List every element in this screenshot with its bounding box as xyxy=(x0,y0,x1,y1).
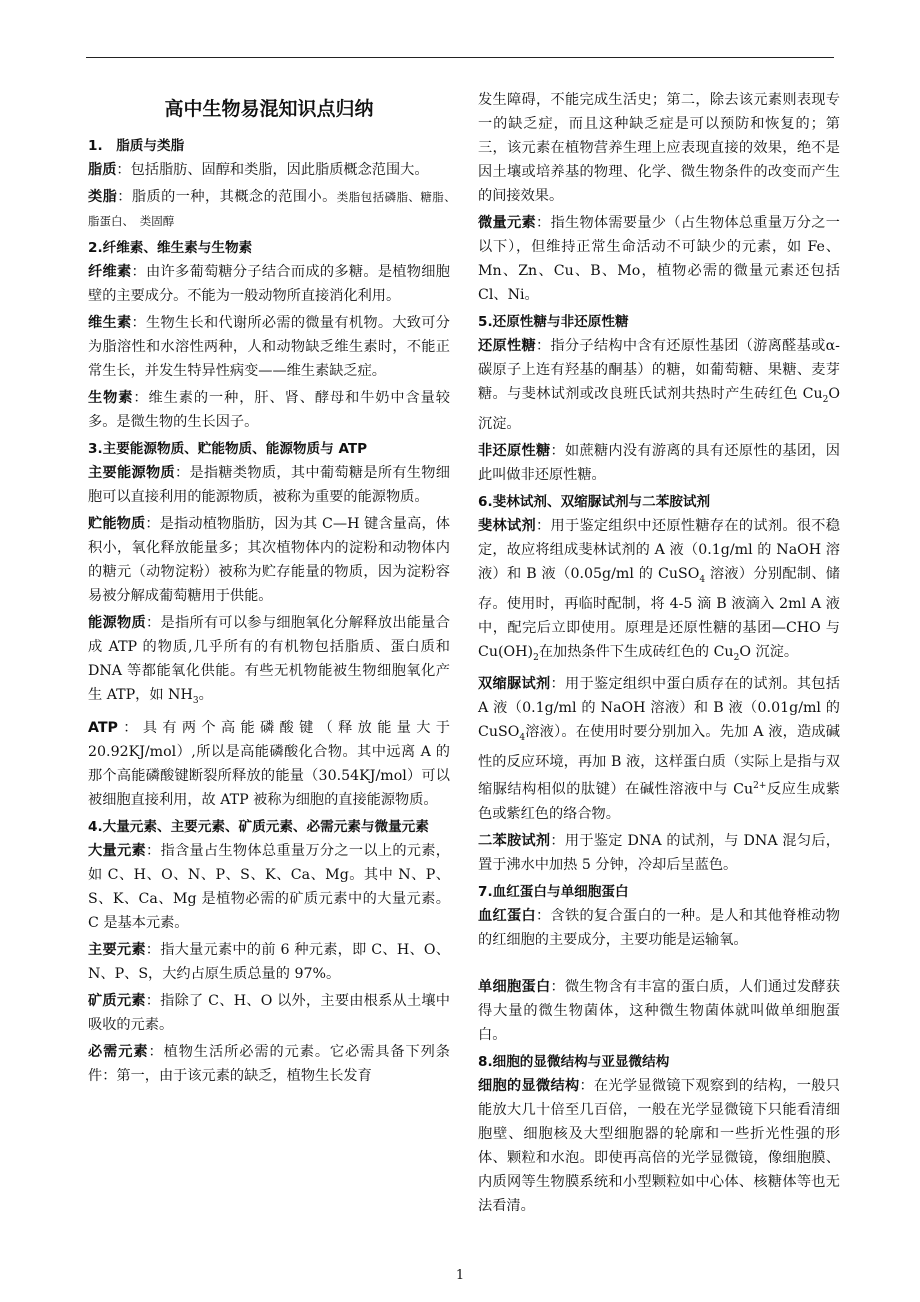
term: 二苯胺试剂 xyxy=(478,833,551,850)
paragraph: 主要能源物质：是指糖类物质，其中葡萄糖是所有生物细胞可以直接利用的能源物质，被称为重要的能源物质。 xyxy=(88,465,450,505)
term: 还原性糖 xyxy=(478,338,536,354)
term: 贮能物质 xyxy=(88,516,146,532)
term: 类脂 xyxy=(88,189,118,205)
paragraph: 矿质元素：指除了 C、H、O 以外，主要由根系从土壤中吸收的元素。 xyxy=(88,992,450,1033)
left-column xyxy=(88,94,462,1091)
term: 脂质 xyxy=(88,162,117,178)
paragraph: 斐林试剂：用于鉴定组织中还原性糖存在的试剂。很不稳定，故应将组成斐林试剂的 A 液（0.1g/ml 的 NaOH 溶液）和 B 液（0.05g/ml 的 CuSO$_4$ 溶液）分别配制、储存。使用时，再临时配制，将 4-5 滴 B 液滴入 2ml A 液中，配完后立即使用。原理是还原性糖的基团—CHO 与 $Cu(OH)_2$在加热条件下生成砖红色的 $Cu_2O$ 沉淀。 xyxy=(478,517,840,663)
term: 必需元素 xyxy=(88,1043,149,1060)
section-heading-4: 4.大量元素、主要元素、矿质元素、必需元素与微量元素 xyxy=(88,818,429,835)
term: 纤维素 xyxy=(88,264,132,280)
paragraph: 非还原性糖：如蔗糖内没有游离的具有还原性的基团，因此叫做非还原性糖。 xyxy=(478,442,840,483)
term: ATP xyxy=(88,719,118,736)
paragraph: 脂质：包括脂肪、固醇和类脂，因此脂质概念范围大。 xyxy=(88,162,429,178)
section-heading-5: 5.还原性糖与非还原性糖 xyxy=(478,314,629,330)
section-heading-3: 3.主要能源物质、贮能物质、能源物质与 ATP xyxy=(88,441,368,457)
paragraph: 必需元素：植物生活所必需的元素。它必需具备下列条件：第一，由于该元素的缺乏，植物生长发育 xyxy=(88,1043,450,1084)
page-number: 1 xyxy=(455,1268,465,1283)
paragraph: 生物素：维生素的一种，肝、肾、酵母和牛奶中含量较多。是微生物的生长因子。 xyxy=(88,390,450,430)
paragraph: 双缩脲试剂：用于鉴定组织中蛋白质存在的试剂。其包括 A 液（0.1g/ml 的 NaOH 溶液）和 B 液（0.01g/ml 的 CuSO$_4$溶液）。在使用时要分别加入。先加 A 液，造成碱性的反应环境，再加 B 液，这样蛋白质（实际上是指与双缩脲结构相似的肽键）在碱性溶液中与 $Cu^{2+}$反应生成紫色或紫红色的络合物。 xyxy=(478,676,840,823)
term: 斐林试剂 xyxy=(478,517,536,534)
term: 大量元素 xyxy=(88,842,146,859)
right-column xyxy=(478,88,840,1221)
term: 血红蛋白 xyxy=(478,908,536,925)
paragraph: 还原性糖：指分子结构中含有还原性基团（游离醛基或α-碳原子上连有羟基的酮基）的糖，如葡萄糖、果糖、麦芽糖。与斐林试剂或改良班氏试剂共热时产生砖红色 $Cu_2O$ 沉淀。 xyxy=(478,338,840,432)
section-heading-2: 2.纤维素、维生素与生物素 xyxy=(88,240,253,256)
paragraph: 类脂：脂质的一种，其概念的范围小。类脂包括磷脂、糖脂、 脂蛋白、 类固醇 xyxy=(88,189,462,228)
section-heading-1: 1. 脂质与类脂 xyxy=(88,138,185,154)
term: 主要元素 xyxy=(88,941,146,958)
paragraph: 大量元素：指含量占生物体总重量万分之一以上的元素，如 C、H、O、N、P、S、K、Ca、Mg。其中 N、P、S、K、Ca、Mg 是植物必需的矿质元素中的大量元素。C 是基本元素。 xyxy=(88,842,450,931)
term: 微量元素 xyxy=(478,215,536,231)
paragraph: 发生障碍，不能完成生活史；第二，除去该元素则表现专一的缺乏症，而且这种缺乏症是可以预防和恢复的；第三，该元素在植物营养生理上应表现直接的效果，绝不是因土壤或培养基的物理、化学、微生物条件的改变而产生的间接效果。 xyxy=(478,92,840,204)
paragraph: 纤维素：由许多葡萄糖分子结合而成的多糖。是植物细胞壁的主要成分。不能为一般动物所直接消化利用。 xyxy=(88,264,450,304)
term: 双缩脲试剂 xyxy=(478,676,551,693)
term: 细胞的显微结构 xyxy=(478,1078,580,1095)
page-title: 高中生物易混知识点归纳 xyxy=(164,98,374,120)
paragraph: 贮能物质：是指动植物脂肪，因为其 C—H 键含量高，体积小，氧化释放能量多；其次植物体内的淀粉和动物体内的糖元（动物淀粉）被称为贮存能量的物质，因为淀粉容易被分解成葡萄糖用于供能。 xyxy=(88,516,450,604)
section-heading-7: 7.血红蛋白与单细胞蛋白 xyxy=(478,884,629,901)
paragraph: 血红蛋白：含铁的复合蛋白的一种。是人和其他脊椎动物的红细胞的主要成分，主要功能是运输氧。 xyxy=(478,908,840,949)
paragraph: 维生素：生物生长和代谢所必需的微量有机物。大致可分为脂溶性和水溶性两种，人和动物缺乏维生素时，不能正常生长，并发生特异性病变——维生素缺乏症。 xyxy=(88,315,450,379)
term: 主要能源物质 xyxy=(88,465,175,481)
section-heading-6: 6.斐林试剂、双缩脲试剂与二苯胺试剂 xyxy=(478,493,711,510)
paragraph: ATP：具有两个高能磷酸键（释放能量大于 20.92KJ/mol）,所以是高能磷酸化合物。其中远离 A 的那个高能磷酸键断裂所释放的能量（30.54KJ/mol）可以被细胞直接利用，故 ATP 被称为细胞的直接能源物质。 xyxy=(88,719,450,808)
paragraph: 细胞的显微结构：在光学显微镜下观察到的结构，一般只能放大几十倍至几百倍，一般在光学显微镜下只能看清细胞壁、细胞核及大型细胞器的轮廓和一些折光性强的形体、颗粒和水泡。即使再高倍的光学显微镜，像细胞膜、内质网等生物膜系统和小型颗粒如中心体、核糖体等也无法看清。 xyxy=(478,1078,840,1215)
term: 维生素 xyxy=(88,315,132,331)
section-heading-8: 8.细胞的显微结构与亚显微结构 xyxy=(478,1054,670,1071)
term: 生物素 xyxy=(88,390,134,406)
term: 能源物质 xyxy=(88,615,146,631)
paragraph: 二苯胺试剂：用于鉴定 DNA 的试剂，与 DNA 混匀后，置于沸水中加热 5 分钟，冷却后呈蓝色。 xyxy=(478,833,840,874)
paragraph: 主要元素：指大量元素中的前 6 种元素，即 C、H、O、N、P、S，大约占原生质总量的 97%。 xyxy=(88,941,450,982)
paragraph: 单细胞蛋白：微生物含有丰富的蛋白质，人们通过发酵获得大量的微生物菌体，这种微生物菌体就叫做单细胞蛋白。 xyxy=(478,979,840,1044)
spacer xyxy=(478,955,840,975)
header-rule xyxy=(86,57,834,58)
term: 矿质元素 xyxy=(88,992,146,1009)
paragraph: 微量元素：指生物体需要量少（占生物体总重量万分之一以下），但维持正常生命活动不可缺少的元素，如 Fe、Mn、Zn、Cu、B、Mo，植物必需的微量元素还包括 Cl、Ni。 xyxy=(478,215,840,303)
term: 非还原性糖 xyxy=(478,442,551,459)
term: 单细胞蛋白 xyxy=(478,979,551,996)
paragraph: 能源物质：是指所有可以参与细胞氧化分解释放出能量合成 ATP 的物质,几乎所有的有机物包括脂质、蛋白质和 DNA 等都能氧化供能。有些无机物能被生物细胞氧化产生 ATP，如 $NH_3$。 xyxy=(88,615,450,706)
